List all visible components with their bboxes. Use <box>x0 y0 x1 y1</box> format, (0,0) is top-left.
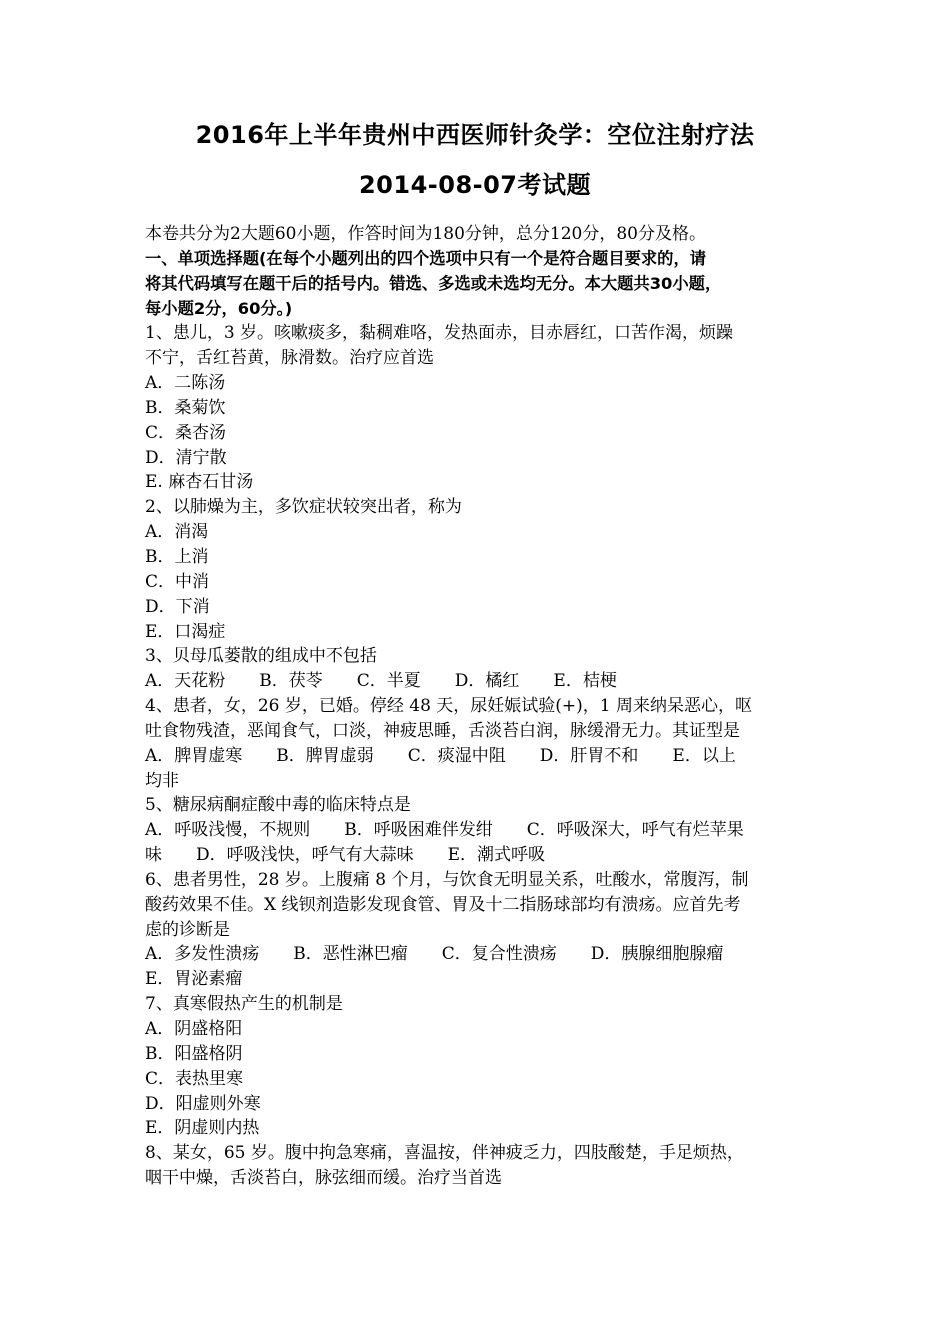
text-line: 虑的诊断是 <box>145 919 230 940</box>
text-line: E．胃泌素瘤 <box>145 969 243 990</box>
text-line: A．多发性溃疡 B．恶性淋巴瘤 C．复合性溃疡 D．胰腺细胞腺瘤 <box>145 944 724 965</box>
text-line: E. 麻杏石甘汤 <box>145 472 254 493</box>
text-line: 咽干中燥，舌淡苔白，脉弦细而缓。治疗当首选 <box>145 1168 502 1189</box>
text-line: 酸药效果不佳。X 线钡剂造影发现食管、胃及十二指肠球部均有溃疡。应首先考 <box>145 894 741 915</box>
text-line: 本卷共分为2大题60小题，作答时间为180分钟，总分120分，80分及格。 <box>145 224 706 244</box>
section-heading-line: 将其代码填写在题干后的括号内。错选、多选或未选均无分。本大题共30小题， <box>145 273 722 293</box>
text-line: A．阴盛格阳 <box>145 1019 243 1039</box>
text-line: A．天花粉 B．茯苓 C．半夏 D．橘红 E．桔梗 <box>145 671 617 692</box>
text-line: 8、某女，65 岁。腹中拘急寒痛，喜温按，伴神疲乏力，四肢酸楚，手足烦热， <box>145 1143 744 1164</box>
text-line: D．阳虚则外寒 <box>145 1093 261 1114</box>
text-line: 2、以肺燥为主，多饮症状较突出者，称为 <box>145 497 462 518</box>
text-line: D．清宁散 <box>145 447 227 468</box>
document-title-line1: 2016年上半年贵州中西医师针灸学：空位注射疗法 <box>195 121 755 149</box>
text-line: C．表热里寒 <box>145 1068 244 1089</box>
text-line: 6、患者男性，28 岁。上腹痛 8 个月，与饮食无明显关系，吐酸水，常腹泻，制 <box>145 869 749 890</box>
document-title-line2: 2014-08-07考试题 <box>358 171 591 199</box>
text-line: C．中消 <box>145 571 210 592</box>
document-body <box>145 222 810 1191</box>
text-line: A．呼吸浅慢，不规则 B．呼吸困难伴发绀 C．呼吸深大，呼气有烂苹果 <box>145 820 744 841</box>
text-line: B．上消 <box>145 546 209 567</box>
text-line: 7、真寒假热产生的机制是 <box>145 994 343 1015</box>
text-line: E．口渴症 <box>145 621 226 642</box>
text-line: 1、患儿，3 岁。咳嗽痰多，黏稠难咯，发热面赤，目赤唇红，口苦作渴，烦躁 <box>145 323 734 344</box>
text-line: A．二陈汤 <box>145 373 226 394</box>
text-line: A．脾胃虚寒 B．脾胃虚弱 C．痰湿中阻 D．肝胃不和 E．以上 <box>145 745 736 766</box>
text-line: 5、糖尿病酮症酸中毒的临床特点是 <box>145 795 411 816</box>
text-line: 吐食物残渣，恶闻食气，口淡，神疲思睡，舌淡苔白润，脉缓滑无力。其证型是 <box>145 720 740 741</box>
text-line: 不宁，舌红苔黄，脉滑数。治疗应首选 <box>145 348 434 369</box>
section-heading-line: 每小题2分，60分。) <box>145 298 293 318</box>
text-line: 均非 <box>145 770 179 791</box>
text-line: D．下消 <box>145 596 210 617</box>
text-line: 3、贝母瓜蒌散的组成中不包括 <box>145 646 377 667</box>
text-line: C．桑杏汤 <box>145 422 227 443</box>
text-line: E．阴虚则内热 <box>145 1118 260 1139</box>
text-line: B．桑菊饮 <box>145 397 226 418</box>
text-line: B．阳盛格阴 <box>145 1043 243 1064</box>
text-line: 味 D．呼吸浅快，呼气有大蒜味 E．潮式呼吸 <box>145 845 546 866</box>
text-line: 4、患者，女，26 岁，已婚。停经 48 天，尿妊娠试验(+)，1 周来纳呆恶心，呕 <box>145 696 753 717</box>
text-line: A．消渴 <box>145 522 209 543</box>
section-heading-line: 一、单项选择题(在每个小题列出的四个选项中只有一个是符合题目要求的，请 <box>145 248 707 268</box>
